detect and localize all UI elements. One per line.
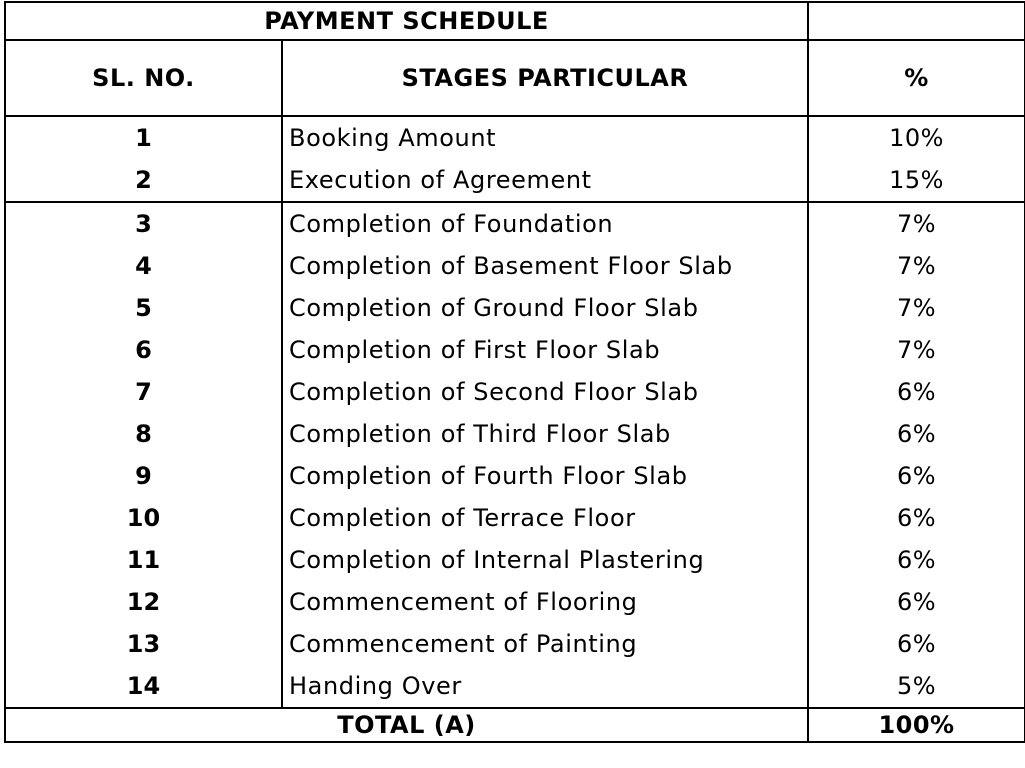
row-sl-no: 12 bbox=[5, 581, 282, 623]
row-stage: Handing Over bbox=[282, 665, 808, 708]
table-row bbox=[5, 581, 1025, 623]
row-stage: Commencement of Painting bbox=[282, 623, 808, 665]
total-label: TOTAL (A) bbox=[5, 708, 808, 742]
table-row bbox=[5, 665, 1025, 708]
table-row bbox=[5, 497, 1025, 539]
row-sl-no: 7 bbox=[5, 371, 282, 413]
row-percent: 6% bbox=[808, 455, 1025, 497]
row-sl-no: 8 bbox=[5, 413, 282, 455]
row-percent: 5% bbox=[808, 665, 1025, 708]
row-sl-no: 4 bbox=[5, 245, 282, 287]
table-title: PAYMENT SCHEDULE bbox=[5, 2, 808, 40]
table-row bbox=[5, 116, 1025, 159]
row-stage: Booking Amount bbox=[282, 116, 808, 159]
table-row bbox=[5, 455, 1025, 497]
row-sl-no: 3 bbox=[5, 202, 282, 245]
row-stage: Completion of First Floor Slab bbox=[282, 329, 808, 371]
row-percent: 6% bbox=[808, 623, 1025, 665]
row-percent: 7% bbox=[808, 329, 1025, 371]
row-stage: Completion of Fourth Floor Slab bbox=[282, 455, 808, 497]
row-percent: 10% bbox=[808, 116, 1025, 159]
row-percent: 7% bbox=[808, 245, 1025, 287]
row-stage: Execution of Agreement bbox=[282, 159, 808, 202]
payment-schedule-sheet bbox=[4, 1, 1024, 767]
table-row bbox=[5, 202, 1025, 245]
row-stage: Completion of Ground Floor Slab bbox=[282, 287, 808, 329]
row-stage: Completion of Third Floor Slab bbox=[282, 413, 808, 455]
row-sl-no: 14 bbox=[5, 665, 282, 708]
title-empty-cell bbox=[808, 2, 1025, 40]
header-stages-particular: STAGES PARTICULAR bbox=[282, 40, 808, 116]
row-stage: Completion of Foundation bbox=[282, 202, 808, 245]
row-stage: Completion of Second Floor Slab bbox=[282, 371, 808, 413]
row-percent: 6% bbox=[808, 539, 1025, 581]
row-stage: Commencement of Flooring bbox=[282, 581, 808, 623]
row-percent: 7% bbox=[808, 287, 1025, 329]
row-stage: Completion of Basement Floor Slab bbox=[282, 245, 808, 287]
total-percent: 100% bbox=[808, 708, 1025, 742]
row-sl-no: 2 bbox=[5, 159, 282, 202]
table-row bbox=[5, 413, 1025, 455]
row-stage: Completion of Terrace Floor bbox=[282, 497, 808, 539]
header-sl-no: SL. NO. bbox=[5, 40, 282, 116]
row-percent: 6% bbox=[808, 581, 1025, 623]
table-row bbox=[5, 539, 1025, 581]
row-sl-no: 11 bbox=[5, 539, 282, 581]
table-row bbox=[5, 287, 1025, 329]
row-sl-no: 1 bbox=[5, 116, 282, 159]
total-row bbox=[5, 708, 1025, 742]
row-sl-no: 9 bbox=[5, 455, 282, 497]
header-row bbox=[5, 40, 1025, 116]
table-row bbox=[5, 623, 1025, 665]
row-sl-no: 5 bbox=[5, 287, 282, 329]
table-row bbox=[5, 371, 1025, 413]
payment-schedule-table bbox=[4, 1, 1025, 743]
row-percent: 6% bbox=[808, 371, 1025, 413]
row-percent: 7% bbox=[808, 202, 1025, 245]
row-sl-no: 6 bbox=[5, 329, 282, 371]
table-row bbox=[5, 159, 1025, 202]
header-percent: % bbox=[808, 40, 1025, 116]
row-sl-no: 13 bbox=[5, 623, 282, 665]
row-percent: 6% bbox=[808, 413, 1025, 455]
row-stage: Completion of Internal Plastering bbox=[282, 539, 808, 581]
table-row bbox=[5, 329, 1025, 371]
row-percent: 15% bbox=[808, 159, 1025, 202]
title-row bbox=[5, 2, 1025, 40]
row-sl-no: 10 bbox=[5, 497, 282, 539]
table-row bbox=[5, 245, 1025, 287]
row-percent: 6% bbox=[808, 497, 1025, 539]
